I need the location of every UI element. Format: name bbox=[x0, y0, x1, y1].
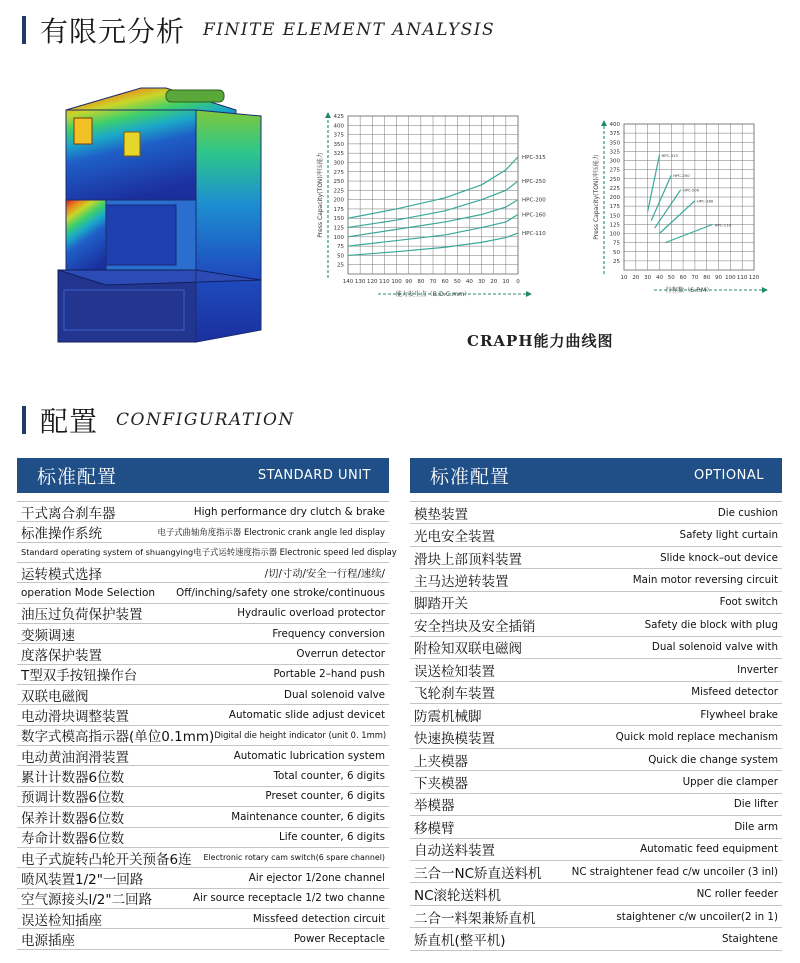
y-tick-label: 25 bbox=[613, 258, 620, 265]
x-tick-label: 40 bbox=[465, 279, 473, 285]
table-row bbox=[17, 583, 389, 603]
row-label-cn: 数字式模高指示器(单位0.1mm) bbox=[21, 729, 215, 746]
standard-table bbox=[17, 458, 397, 950]
series-label: HPC-250 bbox=[522, 179, 546, 186]
row-label-en: Inverter bbox=[737, 663, 778, 676]
row-label-cn: 二合一料架兼矫直机 bbox=[414, 910, 536, 927]
standard-title-cn: 标准配置 bbox=[37, 466, 118, 488]
x-tick-label: 90 bbox=[715, 275, 723, 281]
optional-table-body bbox=[410, 501, 782, 951]
row-label-cn: 上夹模器 bbox=[414, 753, 468, 770]
table-row bbox=[410, 547, 782, 569]
row-label-cn: 误送检知装置 bbox=[414, 663, 495, 680]
series-label: HPC-160 bbox=[696, 198, 714, 204]
row-label-cn: 电动黄油润滑装置 bbox=[21, 749, 129, 766]
x-tick-label: 40 bbox=[655, 275, 663, 281]
row-label-cn: 油压过负荷保护装置 bbox=[21, 607, 143, 624]
x-tick-label: 10 bbox=[620, 275, 628, 281]
y-tick-label: 350 bbox=[333, 141, 344, 148]
row-label-cn: 飞轮刹车装置 bbox=[414, 686, 495, 703]
x-axis-label: 能力发生点（B.D.C.mm） bbox=[395, 291, 471, 298]
row-label-cn: 电源插座 bbox=[21, 932, 75, 949]
row-label-cn: NC滚轮送料机 bbox=[414, 888, 502, 905]
series-label: HPC-200 bbox=[682, 187, 700, 193]
row-label-en: Preset counter, 6 digits bbox=[265, 790, 385, 803]
table-row bbox=[17, 543, 397, 563]
row-label-cn: 电子式旋转凸轮开关预备6连 bbox=[21, 851, 192, 868]
row-label-en: NC roller feeder bbox=[696, 888, 778, 901]
y-tick-label: 250 bbox=[333, 179, 344, 186]
chart2-svg bbox=[576, 118, 766, 308]
y-tick-label: 275 bbox=[333, 169, 344, 176]
table-row bbox=[410, 839, 782, 861]
table-row bbox=[410, 682, 782, 704]
table-row bbox=[410, 861, 782, 883]
arrow-head bbox=[762, 287, 768, 293]
y-tick-label: 50 bbox=[613, 249, 620, 256]
table-row bbox=[410, 524, 782, 546]
series-label: HPC-110 bbox=[714, 222, 732, 228]
optional-title-en: OPTIONAL bbox=[694, 468, 764, 483]
y-tick-label: 75 bbox=[613, 240, 620, 247]
row-label-en: Air source receptacle 1/2 two channe bbox=[193, 892, 385, 905]
series-label: HPC-250 bbox=[673, 173, 690, 179]
row-label-en: High performance dry clutch & brake bbox=[193, 505, 385, 518]
row-label-cn: 脚踏开关 bbox=[414, 596, 468, 613]
x-axis-label: 行程数（S.P.M） bbox=[665, 287, 713, 294]
x-tick-label: 100 bbox=[391, 279, 402, 285]
row-label-en: Missfeed detection circuit bbox=[252, 912, 385, 925]
row-label-en: Automatic lubrication system bbox=[233, 749, 385, 762]
y-tick-label: 25 bbox=[337, 262, 344, 269]
capacity-vs-spm-chart bbox=[576, 118, 766, 308]
row-label-cn: 移模臂 bbox=[414, 820, 455, 837]
row-label-cn: 模垫装置 bbox=[414, 506, 468, 523]
row-label-cn: 三合一NC矫直送料机 bbox=[414, 865, 542, 882]
x-tick-label: 70 bbox=[429, 279, 437, 285]
table-row bbox=[410, 726, 782, 748]
row-label-en: Flywheel brake bbox=[700, 708, 778, 721]
row-label-cn: 主马达逆转装置 bbox=[414, 574, 509, 591]
table-row bbox=[410, 794, 782, 816]
x-tick-label: 80 bbox=[703, 275, 711, 281]
y-axis-label: Press Capacity(TON)冲压能力 bbox=[593, 154, 600, 240]
config-title-cn: 配置 bbox=[40, 405, 99, 438]
row-label-en: Main motor reversing circuit bbox=[632, 574, 778, 587]
fea-title-cn: 有限元分析 bbox=[40, 15, 186, 48]
row-label-en: Safety light curtain bbox=[679, 529, 778, 542]
row-label-en: Maintenance counter, 6 digits bbox=[231, 810, 385, 823]
row-label-cn: 滑块上部顶料装置 bbox=[414, 551, 522, 568]
table-row bbox=[17, 807, 389, 827]
series-label: HPC-315 bbox=[522, 154, 546, 161]
table-row bbox=[410, 659, 782, 681]
config-title-en: CONFIGURATION bbox=[116, 410, 295, 430]
row-label-en: Off/inching/safety one stroke/continuous bbox=[176, 587, 385, 600]
y-tick-label: 175 bbox=[333, 206, 344, 213]
row-label-en: staightener c/w uncoiler(2 in 1) bbox=[616, 910, 778, 923]
x-tick-label: 0 bbox=[516, 279, 520, 285]
x-tick-label: 90 bbox=[405, 279, 413, 285]
y-tick-label: 125 bbox=[333, 225, 344, 232]
row-label-en: 电子式曲轴角度指示器 Electronic crank angle led display bbox=[157, 527, 385, 538]
series-label: HPC-160 bbox=[522, 212, 546, 219]
x-tick-label: 20 bbox=[632, 275, 640, 281]
y-tick-label: 375 bbox=[333, 132, 344, 139]
table-row bbox=[410, 637, 782, 659]
row-label-cn: 喷风装置1/2"一回路 bbox=[21, 871, 144, 888]
x-tick-label: 70 bbox=[691, 275, 699, 281]
row-label-en: /切/寸动/安全一行程/速续/ bbox=[264, 568, 385, 581]
row-label-cn: 干式离合刹车器 bbox=[21, 505, 116, 522]
table-row bbox=[17, 909, 389, 929]
row-label-cn: 度落保护装置 bbox=[21, 648, 102, 665]
x-tick-label: 50 bbox=[453, 279, 461, 285]
table-row bbox=[17, 787, 389, 807]
y-tick-label: 225 bbox=[609, 185, 620, 192]
fea-heading bbox=[22, 10, 495, 50]
row-label-en: Upper die clamper bbox=[682, 775, 778, 788]
series-label: HPC-315 bbox=[661, 153, 678, 159]
table-row bbox=[410, 502, 782, 524]
row-label-cn: operation Mode Selection bbox=[21, 587, 156, 600]
row-label-en: Hydraulic overload protector bbox=[237, 607, 385, 620]
x-tick-label: 100 bbox=[725, 275, 736, 281]
row-label-en: Power Receptacle bbox=[293, 932, 385, 945]
row-label-en: Die cushion bbox=[717, 506, 778, 519]
table-row bbox=[410, 614, 782, 636]
arrow-head bbox=[601, 120, 607, 126]
row-label-en: Air ejector 1/2one channel bbox=[248, 871, 385, 884]
x-tick-label: 120 bbox=[367, 279, 378, 285]
row-label-en: Dile arm bbox=[734, 820, 778, 833]
y-axis-label: Press Capacity(TON)冲压能力 bbox=[317, 152, 324, 238]
series-label: HPC-200 bbox=[522, 197, 546, 204]
x-tick-label: 30 bbox=[478, 279, 486, 285]
standard-title-en: STANDARD UNIT bbox=[257, 468, 371, 483]
table-row bbox=[17, 726, 389, 746]
row-label-cn: 空气源接头l/2"二回路 bbox=[21, 892, 153, 909]
table-row bbox=[410, 771, 782, 793]
fea-machine-image bbox=[46, 80, 266, 352]
y-tick-label: 350 bbox=[609, 140, 620, 147]
y-tick-label: 400 bbox=[333, 123, 344, 130]
row-label-en: Digital die height indicator (unit 0. 1mm) bbox=[214, 730, 387, 741]
table-row bbox=[410, 749, 782, 771]
x-tick-label: 110 bbox=[736, 275, 748, 281]
heading-accent-bar bbox=[22, 16, 26, 44]
table-row bbox=[17, 868, 389, 888]
y-tick-label: 225 bbox=[333, 188, 344, 195]
row-label-cn: 举模器 bbox=[414, 798, 455, 815]
y-tick-label: 150 bbox=[609, 213, 620, 220]
row-label-cn: 标准操作系统 bbox=[21, 526, 102, 543]
row-label-en: Overrun detector bbox=[296, 648, 385, 661]
y-tick-label: 50 bbox=[337, 253, 344, 260]
standard-table-body bbox=[17, 501, 397, 950]
table-row bbox=[17, 828, 389, 848]
x-tick-label: 110 bbox=[379, 279, 390, 285]
table-row bbox=[17, 766, 389, 786]
row-label-en: Automatic feed equipment bbox=[640, 843, 778, 856]
table-row bbox=[17, 563, 389, 583]
y-tick-label: 175 bbox=[609, 204, 620, 211]
table-row bbox=[17, 644, 389, 664]
row-label-cn: 保养计数器6位数 bbox=[21, 810, 125, 827]
y-tick-label: 300 bbox=[609, 158, 620, 165]
row-label-cn: 运转模式选择 bbox=[21, 566, 102, 583]
series-label: HPC-110 bbox=[522, 231, 546, 238]
table-row bbox=[17, 522, 389, 542]
row-label-cn: 自动送料装置 bbox=[414, 843, 495, 860]
table-row bbox=[410, 906, 782, 928]
row-label-cn: 双联电磁阀 bbox=[21, 688, 89, 705]
y-tick-label: 275 bbox=[609, 167, 620, 174]
y-tick-label: 150 bbox=[333, 216, 344, 223]
fea-title-en: FINITE ELEMENT ANALYSIS bbox=[203, 20, 496, 40]
x-tick-label: 30 bbox=[644, 275, 652, 281]
table-row bbox=[17, 848, 389, 868]
row-label-cn: 预调计数器6位数 bbox=[21, 790, 125, 807]
table-row bbox=[410, 569, 782, 591]
row-label-en: Automatic slide adjust devicet bbox=[228, 709, 385, 722]
table-row bbox=[410, 928, 782, 950]
row-label-en: Safety die block with plug bbox=[644, 618, 778, 631]
row-label-cn: T型双手按钮操作台 bbox=[21, 668, 138, 685]
row-label-cn: 寿命计数器6位数 bbox=[21, 831, 125, 848]
row-label-en: Slide knock–out device bbox=[660, 551, 778, 564]
row-label-en: Die lifter bbox=[733, 798, 778, 811]
y-tick-label: 250 bbox=[609, 176, 620, 183]
table-row bbox=[17, 705, 389, 725]
row-label-en: Staightene bbox=[721, 933, 778, 946]
y-tick-label: 100 bbox=[609, 231, 620, 238]
optional-table bbox=[410, 458, 782, 951]
row-label-en: 电子式运转速度指示器 Electronic speed led display bbox=[193, 547, 397, 558]
y-tick-label: 200 bbox=[609, 195, 620, 201]
table-row bbox=[17, 889, 389, 909]
row-label-cn: 下夹模器 bbox=[414, 775, 468, 792]
row-label-cn: 安全挡块及安全插销 bbox=[414, 618, 536, 635]
y-tick-label: 325 bbox=[609, 149, 620, 156]
x-tick-label: 50 bbox=[667, 275, 675, 281]
row-label-cn: 附检知双联电磁阀 bbox=[414, 641, 522, 658]
y-tick-label: 300 bbox=[333, 160, 344, 167]
x-tick-label: 10 bbox=[502, 279, 510, 285]
x-tick-label: 60 bbox=[679, 275, 687, 281]
table-row bbox=[17, 929, 389, 949]
row-label-en: Portable 2–hand push bbox=[273, 668, 385, 681]
table-row bbox=[17, 604, 389, 624]
config-heading bbox=[22, 400, 295, 440]
row-label-cn: 变频调速 bbox=[21, 627, 75, 644]
row-label-cn: 矫直机(整平机) bbox=[414, 933, 506, 950]
x-tick-label: 60 bbox=[441, 279, 449, 285]
row-label-en: Frequency conversion bbox=[272, 627, 385, 640]
table-row bbox=[17, 685, 389, 705]
y-tick-label: 325 bbox=[333, 151, 344, 158]
row-label-en: Quick die change system bbox=[648, 753, 778, 766]
row-label-cn: 累计计数器6位数 bbox=[21, 770, 125, 787]
row-label-cn: 防震机械脚 bbox=[414, 708, 482, 725]
x-tick-label: 20 bbox=[490, 279, 498, 285]
arrow-head bbox=[526, 291, 532, 297]
x-tick-label: 120 bbox=[748, 275, 760, 281]
row-label-en: Dual solenoid valve with bbox=[651, 641, 778, 654]
table-row bbox=[410, 883, 782, 905]
row-label-cn: 误送检知插座 bbox=[21, 912, 102, 929]
chart1-svg bbox=[296, 108, 546, 308]
y-tick-label: 200 bbox=[333, 197, 344, 204]
arrow-head bbox=[325, 112, 331, 118]
table-row bbox=[17, 665, 389, 685]
y-tick-label: 375 bbox=[609, 131, 620, 138]
optional-table-header bbox=[410, 458, 782, 493]
optional-title-cn: 标准配置 bbox=[430, 466, 511, 488]
row-label-en: Quick mold replace mechanism bbox=[615, 731, 778, 744]
y-tick-label: 400 bbox=[609, 122, 620, 128]
x-tick-label: 130 bbox=[354, 279, 366, 285]
x-tick-label: 80 bbox=[417, 279, 425, 285]
table-row bbox=[410, 592, 782, 614]
row-label-en: Dual solenoid valve bbox=[284, 688, 385, 701]
capacity-vs-position-chart bbox=[296, 108, 546, 308]
row-label-en: Total counter, 6 digits bbox=[273, 770, 385, 783]
table-row bbox=[17, 624, 389, 644]
row-label-en: Life counter, 6 digits bbox=[278, 831, 385, 844]
standard-table-header bbox=[17, 458, 389, 493]
row-label-cn: 光电安全装置 bbox=[414, 529, 495, 546]
row-label-en: NC straightener fead c/w uncoiler (3 inl) bbox=[571, 865, 778, 878]
row-label-en: Misfeed detector bbox=[691, 686, 778, 699]
row-label-cn: 快速换模装置 bbox=[414, 731, 495, 748]
y-tick-label: 75 bbox=[337, 244, 344, 251]
heading-accent-bar bbox=[22, 406, 26, 434]
row-label-cn: 电动滑块调整装置 bbox=[21, 709, 129, 726]
y-tick-label: 100 bbox=[333, 234, 344, 241]
row-label-en: Foot switch bbox=[719, 596, 778, 609]
row-label-en: Electronic rotary cam switch(6 spare channel) bbox=[203, 853, 385, 863]
graph-caption: CRAPH能力曲线图 bbox=[467, 332, 614, 350]
row-label-cn: Standard operating system of shuangying bbox=[21, 547, 194, 558]
table-row bbox=[17, 746, 389, 766]
y-tick-label: 425 bbox=[333, 114, 344, 120]
table-row bbox=[17, 502, 389, 522]
x-tick-label: 140 bbox=[342, 279, 354, 285]
y-tick-label: 125 bbox=[609, 222, 620, 229]
table-row bbox=[410, 704, 782, 726]
table-row bbox=[410, 816, 782, 838]
